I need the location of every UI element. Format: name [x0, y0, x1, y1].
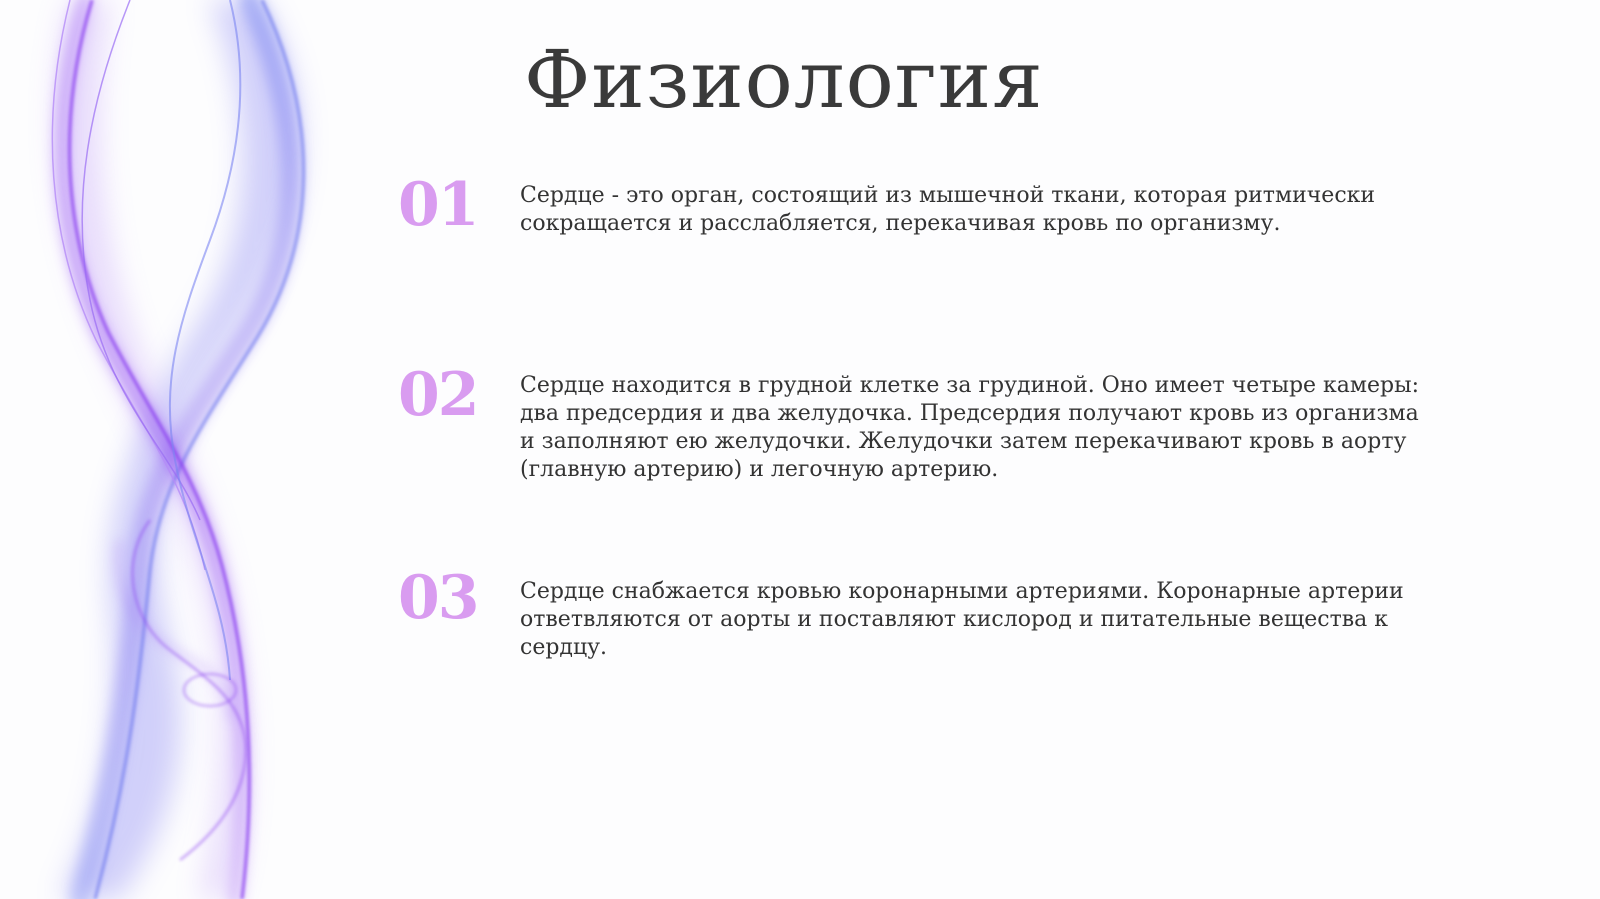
item-number: 01: [398, 170, 478, 240]
item-number: 03: [398, 563, 478, 633]
item-text: Сердце находится в грудной клетке за грудиной. Оно имеет четыре камеры: два предсердия и два желудочка. Предсердия получают кровь из организма и заполняют ею желудочки. Желудочки затем перекачивают кровь в аорту (главную артерию) и легочную артерию.: [520, 373, 1420, 482]
item-number: 02: [398, 360, 478, 430]
item-text: Сердце - это орган, состоящий из мышечной ткани, которая ритмически сокращается и расслабляется, перекачивая кровь по организму.: [520, 183, 1376, 236]
page-title: Физиология: [524, 33, 1044, 126]
smoke-ribbon-decoration: [0, 0, 380, 899]
item-text: Сердце снабжается кровью коронарными артериями. Коронарные артерии ответвляются от аорты и поставляют кислород и питательные вещества к сердцу.: [520, 579, 1404, 660]
